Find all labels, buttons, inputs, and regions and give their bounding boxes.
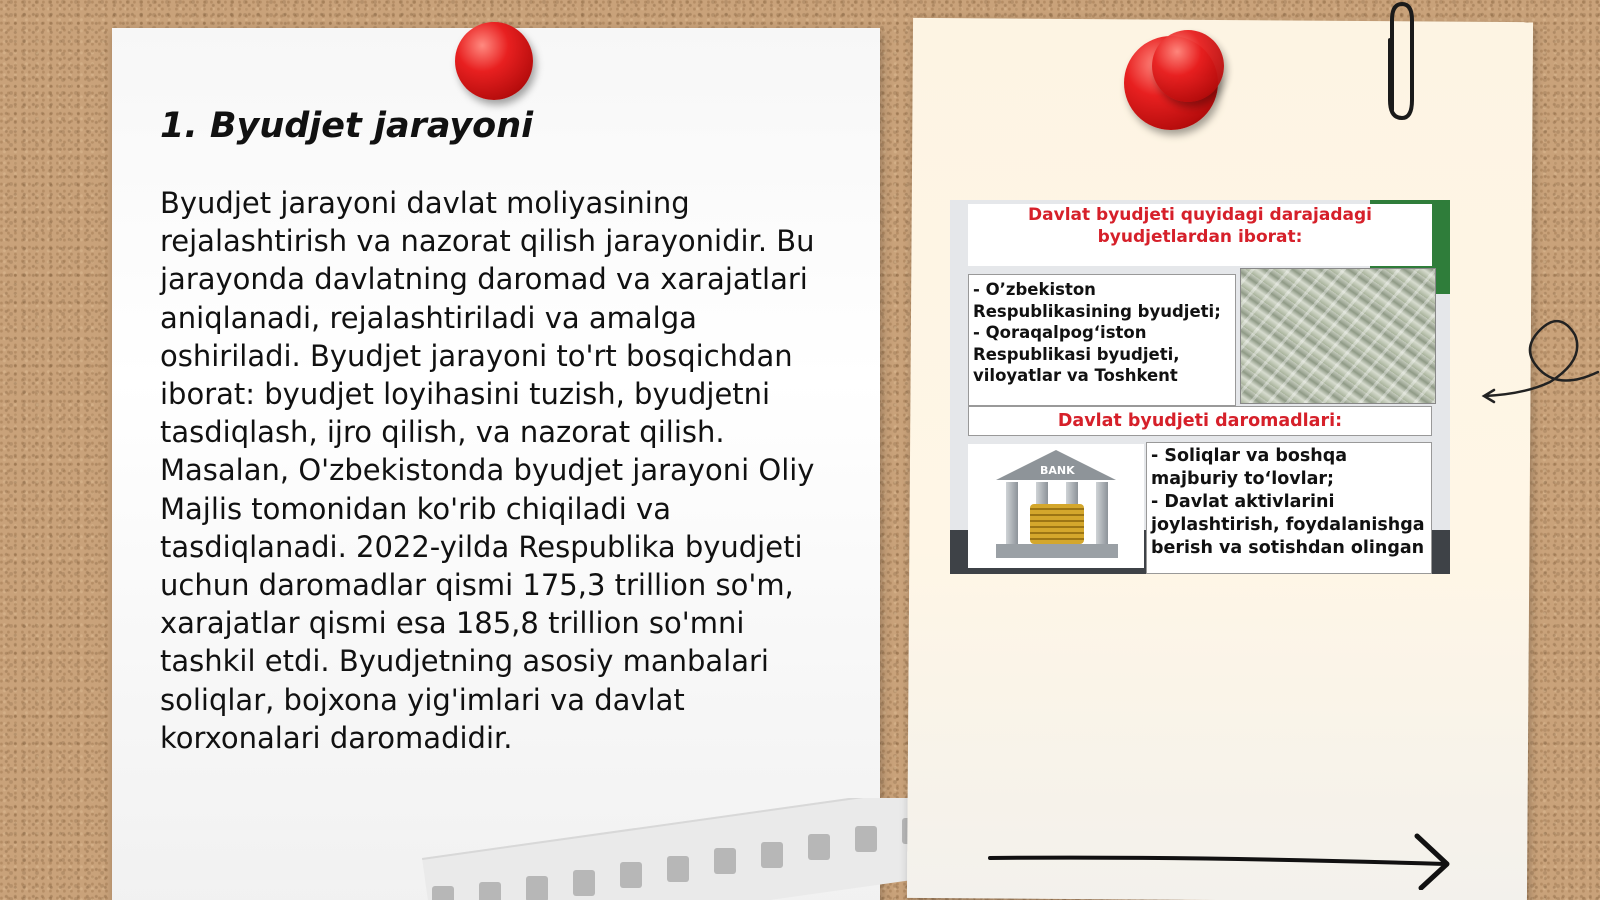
money-bills-image [1240, 268, 1436, 404]
infographic-heading: Davlat byudjeti quyidagi darajadagi byudjetlardan iborat: [968, 204, 1432, 266]
bank-label: BANK [1040, 464, 1075, 477]
slide-title: 1. Byudjet jarayoni [160, 106, 534, 146]
left-note-paper [112, 28, 880, 900]
pushpin-icon [455, 22, 533, 100]
budget-infographic-image [950, 200, 1450, 574]
arrow-right-icon [985, 830, 1455, 890]
revenue-heading: Davlat byudjeti daromadlari: [968, 406, 1432, 436]
paperclip-icon [1378, 0, 1422, 124]
bank-building-image [968, 444, 1144, 568]
budget-levels-list: - O’zbekiston Respublikasining byudjeti; - Qoraqalpog‘iston Respublikasi byudjeti, viloyatlar va Toshkent [968, 274, 1236, 406]
pushpin-icon [1152, 30, 1224, 102]
revenue-sources-list: - Soliqlar va boshqa majburiy to‘lovlar; - Davlat aktivlarini joylashtirish, foydalanishga berish va sotishdan olingan [1146, 442, 1432, 574]
body-paragraph: Byudjet jarayoni davlat moliyasining rejalashtirish va nazorat qilish jarayonidir. Bu jarayonda davlatning daromad va xarajatlari aniqlanadi, rejalashtiriladi va amalga oshiriladi. Byudjet jarayoni to'rt bosqichdan iborat: byudjet loyihasini tuzish, byudjetni tasdiqlash, ijro qilish, va nazorat qilish. Masalan, O'zbekistonda byudjet jarayoni Oliy Majlis tomonidan ko'rib chiqiladi va tasdiqlanadi. 2022-yilda Respublika byudjeti uchun daromadlar qismi 175,3 trillion so'm, xarajatlar qismi esa 185,8 trillion so'mni tashkil etdi. Byudjetning asosiy manbalari soliqlar, bojxona yig'imlari va davlat korxonalari daromadidir. [160, 186, 815, 755]
scribble-arrow-icon [1480, 310, 1600, 410]
torn-paper-edge [422, 798, 982, 900]
